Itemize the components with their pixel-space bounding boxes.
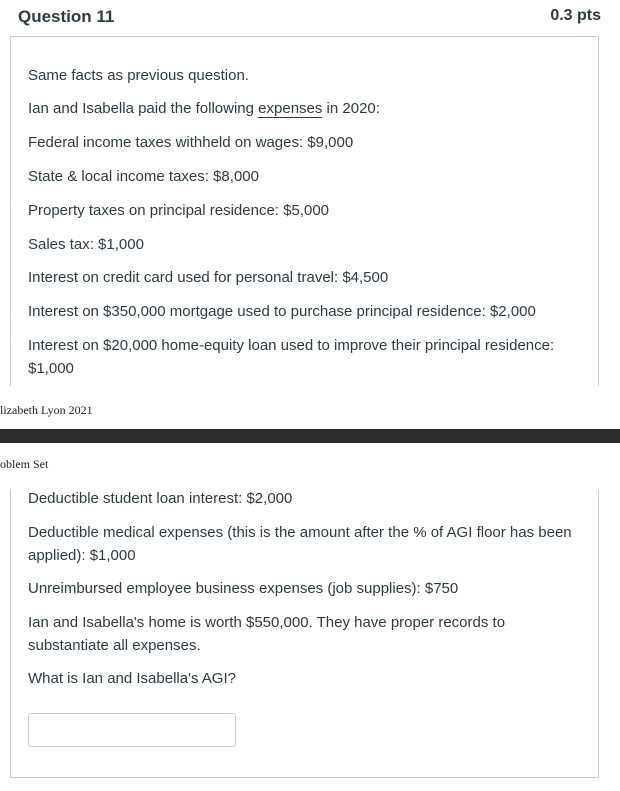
expenses-intro xyxy=(28,97,380,120)
page-divider-bar xyxy=(0,429,620,443)
property-tax-line: Property taxes on principal residence: $5,000 xyxy=(28,202,330,219)
sales-tax-line: Sales tax: $1,000 xyxy=(28,236,144,253)
page-footer-text: lizabeth Lyon 2021 xyxy=(0,403,93,417)
federal-tax-line: Federal income taxes withheld on wages: $9,000 xyxy=(28,134,354,151)
answer-input[interactable] xyxy=(28,713,236,747)
state-tax-line: State & local income taxes: $8,000 xyxy=(28,168,259,185)
expenses-suffix: in 2020: xyxy=(322,100,380,117)
credit-card-line: Interest on credit card used for personal travel: $4,500 xyxy=(28,269,389,286)
page-header-text: oblem Set xyxy=(0,457,49,471)
question-points: 0.3 pts xyxy=(550,7,601,24)
question-title: Question 11 xyxy=(18,7,115,26)
home-worth-line: Ian and Isabella's home is worth $550,000. They have proper records to substantiate all expenses. xyxy=(28,614,506,654)
question-prompt: What is Ian and Isabella's AGI? xyxy=(28,670,236,687)
expenses-prefix: Ian and Isabella paid the following xyxy=(28,100,259,117)
mortgage-line: Interest on $350,000 mortgage used to purchase principal residence: $2,000 xyxy=(28,303,536,320)
intro-text: Same facts as previous question. xyxy=(28,67,249,84)
unreimbursed-line: Unreimbursed employee business expenses (job supplies): $750 xyxy=(28,580,459,597)
student-loan-line: Deductible student loan interest: $2,000 xyxy=(28,490,293,507)
medical-line: Deductible medical expenses (this is the amount after the % of AGI floor has been applied): $1,000 xyxy=(28,524,572,564)
home-equity-line: Interest on $20,000 home-equity loan used to improve their principal residence: $1,000 xyxy=(28,337,555,377)
expenses-link[interactable]: expenses xyxy=(258,100,323,117)
